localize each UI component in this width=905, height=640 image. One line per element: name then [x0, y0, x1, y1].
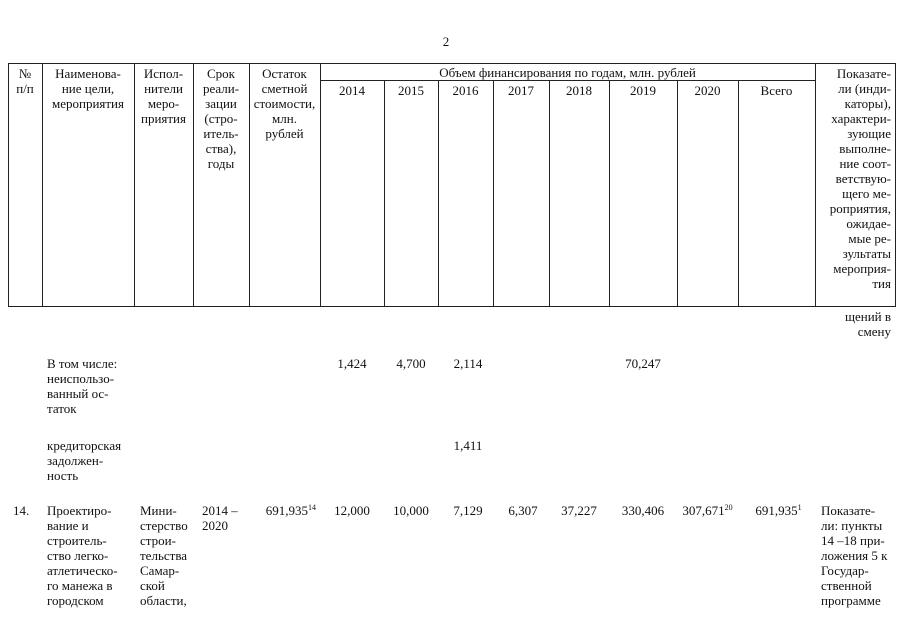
- cell-2020: 307,671$^{20}$: [682, 503, 733, 518]
- item-remain: 691,935$^{14}$: [265, 503, 316, 518]
- cell-2016: 7,129: [453, 503, 483, 518]
- cell-2016: 2,114: [453, 356, 483, 371]
- header-col-term: Срок реали- зации (стро- итель- ства), годы: [202, 66, 240, 171]
- header-year-2020: 2020: [694, 83, 721, 98]
- row-label: кредиторская задолжен- ность: [47, 438, 122, 483]
- header-year-2014: 2014: [339, 83, 365, 98]
- row-label: В том числе: неиспользо- ванный ос- таток: [47, 356, 118, 416]
- cell-2015: 10,000: [393, 503, 429, 518]
- header-funding-title: Объем финансирования по годам, млн. рублей: [439, 65, 696, 80]
- header-total: Всего: [760, 83, 793, 98]
- item-number: 14.: [13, 503, 30, 518]
- page-number: 2: [442, 34, 450, 49]
- cell-total: 691,935$^1$: [755, 503, 802, 518]
- cell-2016: 1,411: [453, 438, 483, 453]
- item-term: 2014 – 2020: [202, 503, 238, 533]
- header-year-2017: 2017: [508, 83, 534, 98]
- carryover-text: щений в смену: [844, 309, 891, 339]
- header-year-2018: 2018: [566, 83, 592, 98]
- cell-2014: 12,000: [334, 503, 370, 518]
- item-executor: Мини- стерство строи- тельства Самар- ской области,: [140, 503, 188, 608]
- header-col-remain: Остаток сметной стоимости, млн. рублей: [253, 66, 316, 141]
- header-year-2016: 2016: [452, 83, 479, 98]
- cell-2019: 330,406: [621, 503, 665, 518]
- header-col-executor: Испол- нители меро- приятия: [140, 66, 186, 126]
- cell-2015: 4,700: [396, 356, 426, 371]
- header-col-name: Наименова- ние цели, мероприятия: [51, 66, 124, 111]
- header-year-2019: 2019: [630, 83, 656, 98]
- cell-2018: 37,227: [561, 503, 597, 518]
- item-indicators: Показате- ли: пункты 14 –18 при- ложения 5 к Государ- ственной программе: [821, 503, 888, 608]
- header-year-2015: 2015: [398, 83, 424, 98]
- cell-2017: 6,307: [508, 503, 538, 518]
- cell-2019: 70,247: [625, 356, 661, 371]
- header-col-number: № п/п: [16, 66, 34, 96]
- header-col-indicators: Показате- ли (инди- каторы), характери- зующие выполне- ние соот- ветствую- щего ме- роприятия, ожидае- мые ре- зультаты мероприя- тия: [829, 66, 891, 291]
- item-name: Проектиро- вание и строитель- ство легко- атлетическо- го манежа в городском: [47, 503, 118, 608]
- cell-2014: 1,424: [337, 356, 367, 371]
